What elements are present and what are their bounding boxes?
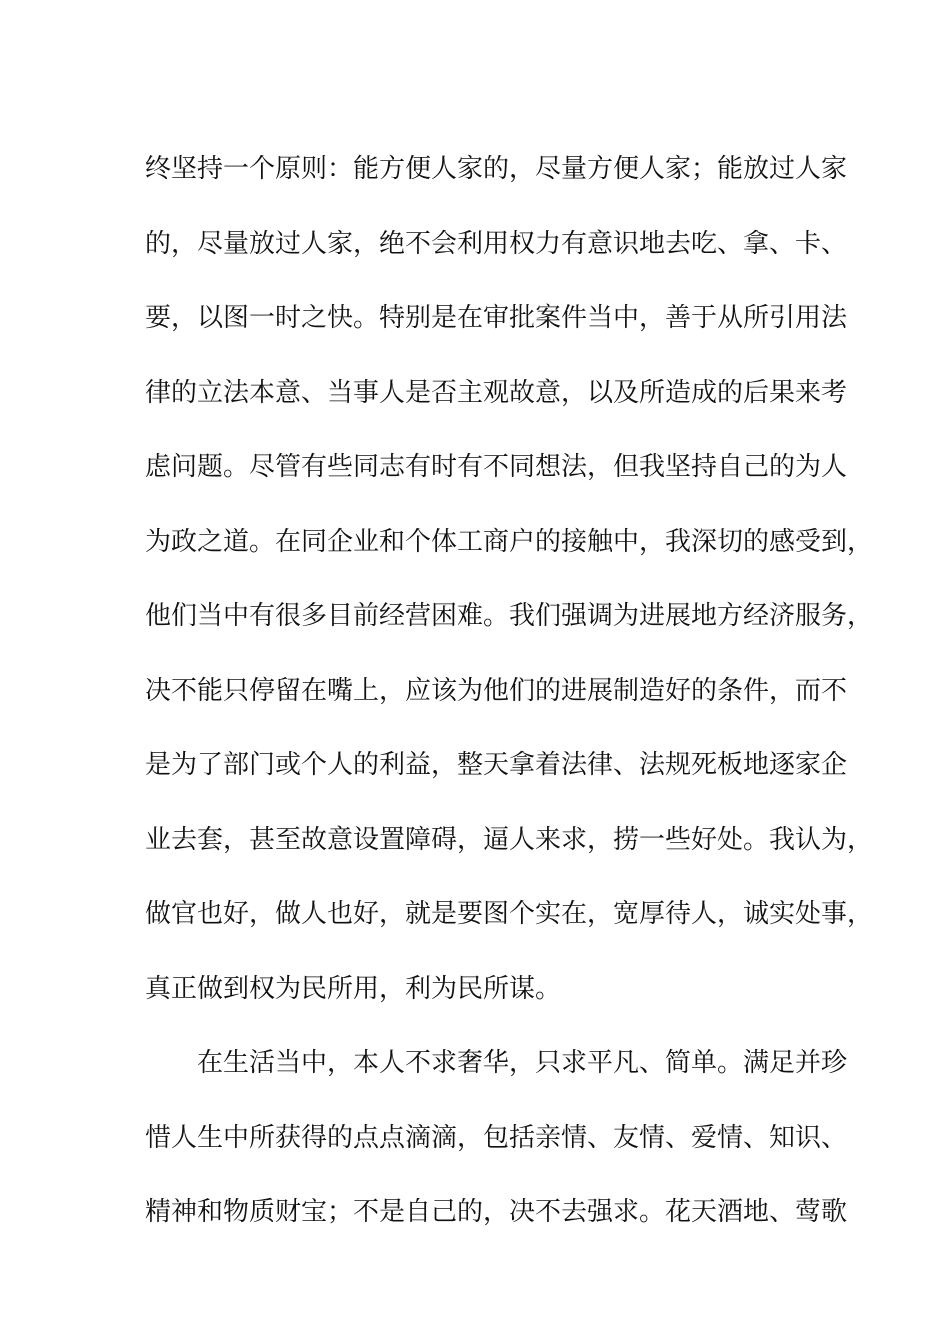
text-line: 的，尽量放过人家，绝不会利用权力有意识地去吃、拿、卡、 — [145, 228, 848, 259]
text-line: 终坚持一个原则：能方便人家的，尽量方便人家；能放过人家 — [145, 154, 848, 184]
text-line: 业去套，甚至故意设置障碍，逼人来求，捞一些好处。我认为， — [145, 824, 874, 855]
text-line: 虑问题。尽管有些同志有时有不同想法，但我坚持自己的为人 — [145, 452, 848, 482]
text-line: 为政之道。在同企业和个体工商户的接触中，我深切的感受到， — [145, 526, 874, 557]
text-line: 要，以图一时之快。特别是在审批案件当中，善于从所引用法 — [145, 303, 848, 333]
text-line: 做官也好，做人也好，就是要图个实在，宽厚待人，诚实处事， — [145, 899, 874, 929]
text-line: 决不能只停留在嘴上，应该为他们的进展制造好的条件，而不 — [145, 675, 848, 706]
paragraph-first-line: 在生活当中，本人不求奢华，只求平凡、简单。满足并珍 — [197, 1048, 848, 1078]
text-line: 真正做到权为民所用，利为民所谋。 — [145, 973, 562, 1004]
text-line: 惜人生中所获得的点点滴滴，包括亲情、友情、爱情、知识、 — [145, 1122, 848, 1153]
text-line: 律的立法本意、当事人是否主观故意，以及所造成的后果来考 — [145, 377, 848, 408]
body-text — [145, 132, 874, 1250]
text-line: 是为了部门或个人的利益，整天拿着法律、法规死板地逐家企 — [145, 750, 848, 780]
text-line: 精神和物质财宝；不是自己的，决不去强求。花天酒地、莺歌 — [145, 1197, 848, 1227]
text-line: 他们当中有很多目前经营困难。我们强调为进展地方经济服务， — [145, 601, 874, 631]
